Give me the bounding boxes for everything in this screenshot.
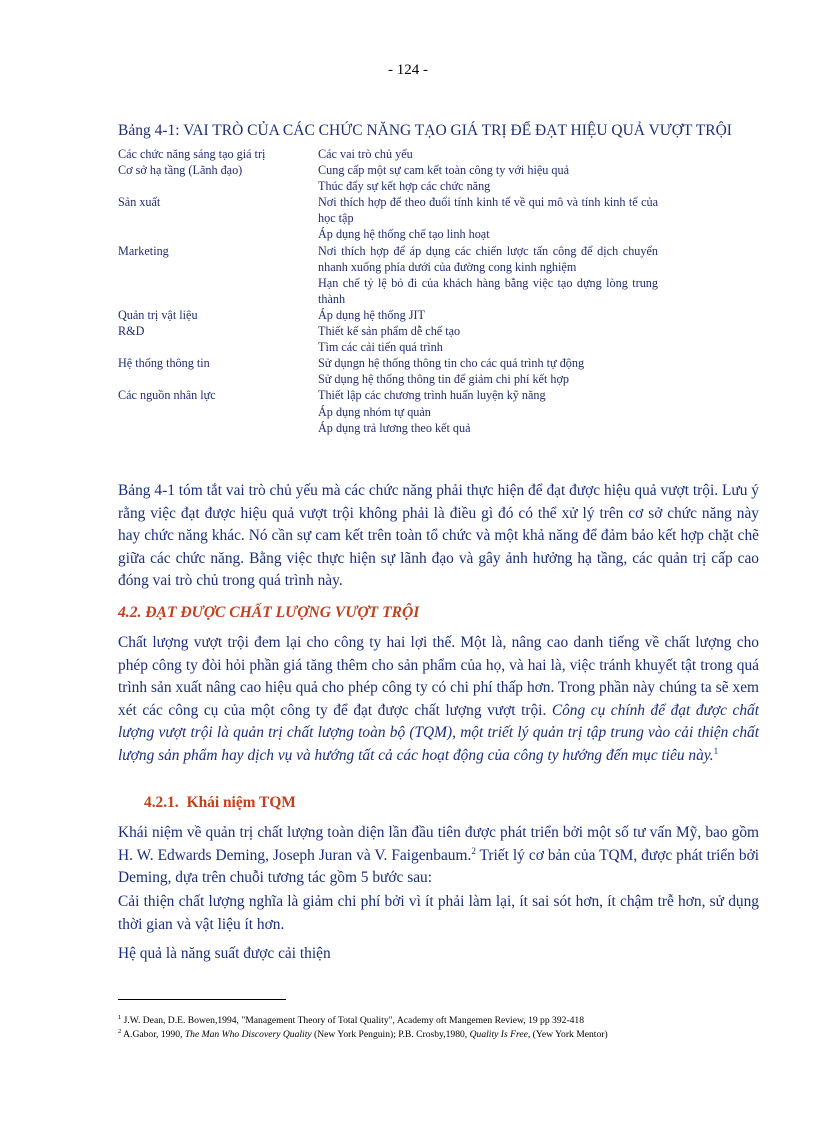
function-cell: Quản trị vật liệu: [118, 307, 198, 322]
improvement-paragraph: Cải thiện chất lượng nghĩa là giảm chi phí bởi vì ít phải làm lại, ít sai sót hơn, ít chậm trễ hơn, sử dụng thời gian và vật liệu ít hơn.: [118, 893, 759, 933]
table-row: [118, 243, 658, 307]
subsection-title: Khái niệm TQM: [186, 794, 296, 811]
roles-cell: [318, 243, 658, 307]
footnote-2-book-title-2: Quality Is Free: [469, 1029, 528, 1040]
role-item: Hạn chế tỷ lệ bỏ đi của khách hàng bằng việc tạo dựng lòng trung thành: [318, 275, 658, 306]
footnote-2-book-title: The Man Who Discovery Quality: [184, 1029, 312, 1040]
footnote-1: [118, 1015, 584, 1026]
quality-italic-text: Công cụ chính để đạt được chất lượng vượt trội là quản trị chất lượng toàn bộ (TQM), một triết lý quản trị tập trung vào cải thiện chất lượng sản phẩm hay dịch vụ và hướng tất cả các hoạt động của công ty hướng đến mục tiêu này.: [118, 701, 759, 764]
roles-cell: [318, 387, 658, 435]
role-item: Tìm các cải tiến quá trình: [318, 340, 443, 355]
table-row: [118, 323, 658, 355]
function-cell: Các nguồn nhân lực: [118, 388, 216, 403]
role-item: Thiết lập các chương trình huấn luyện kỹ năng: [318, 388, 546, 403]
role-item: Thúc đẩy sự kết hợp các chức năng: [318, 179, 491, 194]
productivity-paragraph: Hệ quả là năng suất được cải thiện: [118, 945, 331, 962]
role-item: Nơi thích hợp để áp dụng các chiến lược tấn công để dịch chuyển nhanh xuống phía dưới của đường cong kinh nghiệm: [318, 243, 658, 274]
role-item: Nơi thích hợp để theo đuổi tính kinh tế về qui mô và tính kinh tế của học tập: [318, 195, 658, 226]
role-item: Áp dụng nhóm tự quản: [318, 404, 431, 419]
role-item: Áp dụng hệ thống JIT: [318, 307, 425, 322]
footnote-2-text-c: (New York Penguin); P.B. Crosby,1980,: [311, 1029, 470, 1040]
function-cell: R&D: [118, 324, 145, 339]
footnote-2-mark: 2: [118, 1027, 122, 1035]
page-number: - 124 -: [388, 62, 428, 78]
roles-cell: [318, 194, 658, 242]
role-item: Sử dụng hệ thống thông tin để giảm chi phí kết hợp: [318, 372, 570, 387]
role-item: Sử dụngn hệ thống thông tin cho các quá trình tự động: [318, 356, 585, 371]
roles-cell: [318, 162, 658, 194]
function-cell: Sản xuất: [118, 195, 161, 210]
footnote-2-text-e: , (Yew York Mentor): [527, 1029, 608, 1040]
summary-paragraph: Bảng 4-1 tóm tắt vai trò chủ yếu mà các chức năng phải thực hiện để đạt được hiệu quả vượt trội. Lưu ý rằng việc đạt được hiệu quả vượt trội không phải là điều gì đó có thể xử lý trên cơ sở chức năng này hay chức năng khác. Nó cần sự cam kết trên toàn tổ chức và một khả năng để đảm bảo kết hợp chặt chẽ giữa các chức năng. Bằng việc thực hiện sự lãnh đạo và gây ảnh hưởng hạ tầng, các quản trị cấp cao đóng vai trò chủ trong quá trình này.: [118, 482, 759, 589]
roles-cell: [318, 307, 658, 323]
table-header-row: [118, 146, 658, 162]
section-heading: 4.2. ĐẠT ĐƯỢC CHẤT LƯỢNG VƯỢT TRỘI: [118, 604, 420, 621]
subsection-heading: [144, 794, 296, 812]
function-cell: Cơ sở hạ tầng (Lãnh đạo): [118, 163, 243, 178]
function-cell: Marketing: [118, 243, 169, 258]
role-item: Áp dụng hệ thống chế tạo linh hoạt: [318, 227, 490, 242]
header-roles: Các vai trò chủ yếu: [318, 147, 413, 161]
role-item: Cung cấp một sự cam kết toàn công ty với hiệu quả: [318, 163, 569, 178]
roles-cell: [318, 323, 658, 355]
roles-table: [118, 146, 658, 436]
roles-cell: [318, 355, 658, 387]
footnote-1-mark: 1: [118, 1013, 122, 1021]
footnote-ref-2: 2: [471, 845, 476, 856]
table-row: [118, 194, 658, 242]
table-row: [118, 162, 658, 194]
footnote-1-text: J.W. Dean, D.E. Bowen,1994, "Management Theory of Total Quality", Academy oft Mangemen Review, 19 pp 392-418: [123, 1015, 585, 1026]
subsection-number: 4.2.1.: [144, 794, 179, 811]
table-caption: Bảng 4-1: VAI TRÒ CỦA CÁC CHỨC NĂNG TẠO GIÁ TRỊ ĐỂ ĐẠT HIỆU QUẢ VƯỢT TRỘI: [118, 122, 732, 139]
table-row: [118, 387, 658, 435]
table-row: [118, 355, 658, 387]
quality-paragraph: [118, 632, 759, 767]
table-row: [118, 307, 658, 323]
footnote-ref-1: 1: [713, 745, 719, 756]
quality-text: Chất lượng vượt trội đem lại cho công ty hai lợi thế. Một là, nâng cao danh tiếng về chất lượng cho phép công ty đòi hỏi phần giá tăng thêm cho sản phẩm của họ, và hai là, việc tránh khuyết tật trong quá trình sản xuất nâng cao hiệu quả cho phép công ty có chi phí thấp hơn. Trong phần này chúng ta sẽ xem xét các công cụ của một công ty để đạt được chất lượng vượt trội.: [118, 634, 759, 719]
footnote-divider: [118, 999, 286, 1000]
tqm-paragraph: [118, 822, 759, 890]
footnote-2: [118, 1029, 608, 1040]
role-item: Áp dụng trả lương theo kết quả: [318, 420, 471, 435]
tqm-text-a: Khái niệm về quản trị chất lượng toàn diện lần đầu tiên được phát triển bởi một số tư vấn Mỹ, bao gồm H. W. Edwards Deming, Joseph Juran và V. Faigenbaum.: [118, 824, 759, 864]
footnote-2-text-a: A.Gabor, 1990,: [123, 1029, 185, 1040]
tqm-text-b: Triết lý cơ bản của TQM, được phát triển bởi Deming, dựa trên chuỗi tương tác gồm 5 bước sau:: [118, 846, 759, 886]
function-cell: Hệ thống thông tin: [118, 356, 210, 371]
role-item: Thiết kế sản phẩm dễ chế tạo: [318, 324, 461, 339]
header-functions: Các chức năng sáng tạo giá trị: [118, 147, 266, 161]
